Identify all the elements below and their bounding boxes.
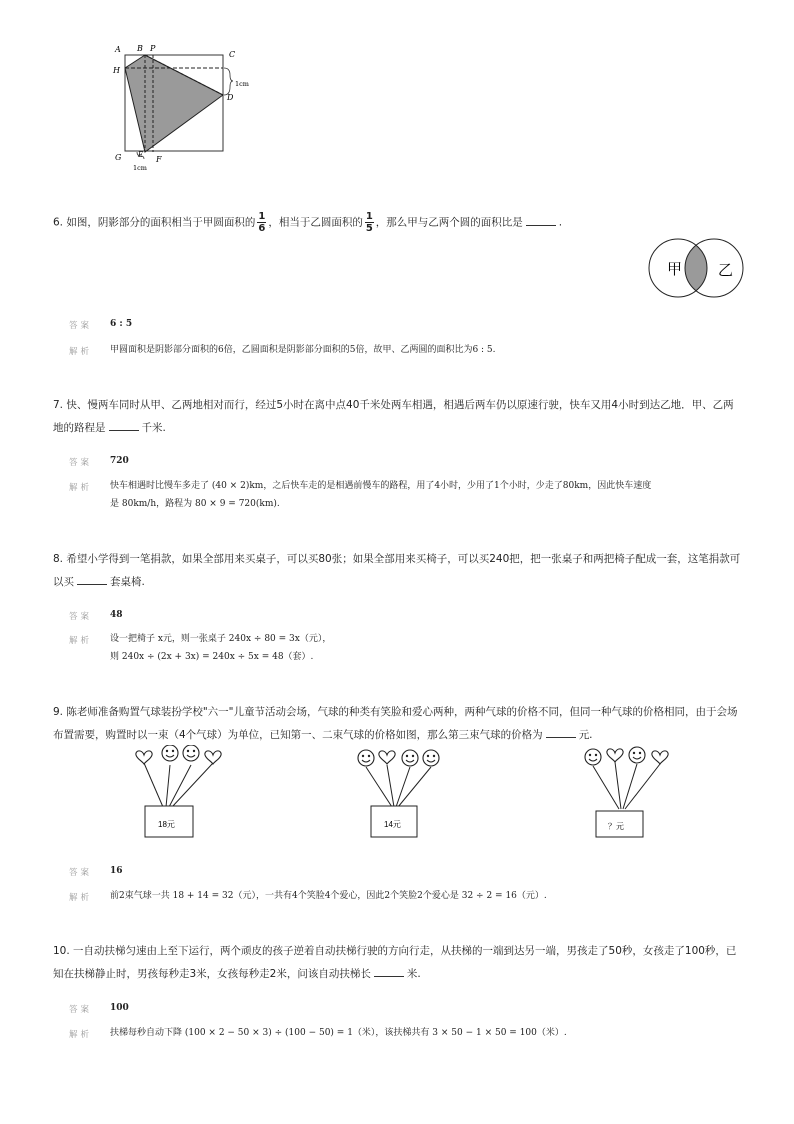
q6-fraction-2 bbox=[365, 211, 374, 234]
q7-explain-line1: 快车相遇时比慢车多走了 (40 × 2)km，之后快车走的是相遇前慢车的路程，用了4小时，少用了1个小时，少走了80km，因此快车速度 bbox=[110, 481, 652, 491]
q8-answer-blank bbox=[77, 573, 107, 585]
smiley-balloon-icon bbox=[162, 745, 178, 761]
bundle-3-price: ？元 bbox=[608, 822, 624, 831]
square-geometry-figure bbox=[108, 40, 258, 180]
question-6 bbox=[53, 211, 743, 235]
venn-circles-figure bbox=[648, 236, 744, 300]
q10-answer-tag: 答案 bbox=[69, 1005, 93, 1015]
q7-explain-tag: 解析 bbox=[69, 483, 93, 493]
balloon-bundle-1 bbox=[136, 745, 221, 837]
label-B: B bbox=[137, 44, 143, 53]
label-P: P bbox=[150, 44, 156, 53]
smiley-balloon-icon bbox=[585, 749, 601, 765]
question-8 bbox=[53, 548, 743, 594]
q9-line2 bbox=[53, 724, 743, 747]
q10-answer: 100 bbox=[110, 1003, 129, 1013]
heart-balloon-icon bbox=[136, 751, 152, 764]
label-G: G bbox=[115, 153, 122, 162]
q8-line2 bbox=[53, 571, 743, 594]
q8-answer-tag: 答案 bbox=[69, 612, 93, 622]
bundle-2-price: 14元 bbox=[384, 820, 401, 829]
label-A: A bbox=[115, 45, 121, 54]
q6-text-b: ，相当于乙圆面积的 bbox=[268, 216, 363, 229]
q10-line1: 10. 一自动扶梯匀速由上至下运行，两个顽皮的孩子逆着自动扶梯行驶的方向行走，从扶梯的一端到达另一端，男孩走了50秒，女孩走了100秒，已 bbox=[53, 945, 737, 957]
heart-balloon-icon bbox=[205, 751, 221, 764]
q7-answer: 720 bbox=[110, 456, 129, 466]
label-dim-right: 1cm bbox=[235, 80, 249, 88]
balloon-bundles-figure bbox=[125, 745, 685, 845]
heart-balloon-icon bbox=[652, 751, 668, 764]
label-dim-bottom: 1cm bbox=[133, 164, 147, 172]
heart-balloon-icon bbox=[607, 749, 623, 762]
q7-line2-a: 地的路程是 bbox=[53, 422, 106, 434]
q8-line1: 8. 希望小学得到一笔捐款，如果全部用来买桌子，可以买80张；如果全部用来买椅子，可以买240把，把一张桌子和两把椅子配成一套，这笔捐款可 bbox=[53, 553, 741, 565]
q8-line2-b: 套桌椅. bbox=[110, 576, 145, 588]
balloon-bundle-2 bbox=[358, 750, 439, 837]
label-E: E bbox=[138, 151, 144, 159]
q7-explanation bbox=[110, 477, 750, 513]
q8-explain-line2: 则 240x ÷ (2x + 3x) = 240x ÷ 5x = 48（套）. bbox=[110, 652, 314, 662]
q7-line2 bbox=[53, 417, 743, 440]
q10-line2 bbox=[53, 963, 743, 986]
label-D: D bbox=[227, 93, 234, 102]
q6-frac2-den: 5 bbox=[365, 223, 373, 234]
label-C: C bbox=[229, 50, 236, 59]
q6-text-a: 6. 如图，阴影部分的面积相当于甲圆面积的 bbox=[53, 216, 256, 229]
smiley-balloon-icon bbox=[358, 750, 374, 766]
q7-explain-line2: 是 80km/h，路程为 80 × 9 = 720(km). bbox=[110, 499, 280, 509]
q6-answer-tag: 答案 bbox=[69, 321, 93, 331]
balloon-bundle-3 bbox=[585, 747, 668, 837]
smiley-balloon-icon bbox=[423, 750, 439, 766]
q9-explanation: 前2束气球一共 18 + 14 = 32（元），一共有4个笑脸4个爱心，因此2个笑脸2个爱心是 32 ÷ 2 = 16（元）. bbox=[110, 891, 547, 901]
q8-explanation bbox=[110, 630, 750, 666]
q6-answer: 6 : 5 bbox=[110, 319, 133, 329]
q9-answer: 16 bbox=[110, 866, 123, 876]
smiley-balloon-icon bbox=[183, 745, 199, 761]
q8-answer: 48 bbox=[110, 610, 123, 620]
q6-text-c: ，那么甲与乙两个圆的面积比是 bbox=[375, 216, 523, 229]
question-7 bbox=[53, 394, 743, 440]
bundle-1-price: 18元 bbox=[158, 820, 175, 829]
q10-line2-b: 米. bbox=[406, 968, 421, 980]
q6-frac1-den: 6 bbox=[258, 223, 266, 234]
q7-answer-blank bbox=[109, 419, 139, 431]
q7-answer-tag: 答案 bbox=[69, 458, 93, 468]
q7-line2-b: 千米. bbox=[141, 422, 166, 434]
q6-frac2-num: 1 bbox=[365, 211, 373, 222]
question-9 bbox=[53, 701, 743, 747]
q8-explain-line1: 设一把椅子 x元，则一张桌子 240x ÷ 80 = 3x（元）， bbox=[110, 634, 332, 644]
q6-text-d: . bbox=[558, 216, 563, 229]
q10-explain-tag: 解析 bbox=[69, 1030, 93, 1040]
label-H: H bbox=[113, 66, 120, 75]
q6-explain-tag: 解析 bbox=[69, 347, 93, 357]
q9-explain-tag: 解析 bbox=[69, 893, 93, 903]
q9-line2-a: 布置需要，购置时以一束（4个气球）为单位，已知第一、二束气球的价格如图，那么第三束气球的价格为 bbox=[53, 729, 543, 741]
q8-explain-tag: 解析 bbox=[69, 636, 93, 646]
q7-line1: 7. 快、慢两车同时从甲、乙两地相对而行，经过5小时在离中点40千米处两车相遇，相遇后两车仍以原速行驶，快车又用4小时到达乙地．甲、乙两 bbox=[53, 399, 734, 411]
smiley-balloon-icon bbox=[402, 750, 418, 766]
q9-line2-b: 元. bbox=[578, 729, 593, 741]
q6-explanation: 甲圆面积是阴影部分面积的6倍，乙圆面积是阴影部分面积的5倍，故甲、乙两圆的面积比为6 : 5. bbox=[110, 345, 496, 355]
q9-answer-tag: 答案 bbox=[69, 868, 93, 878]
question-10 bbox=[53, 940, 743, 986]
q9-line1: 9. 陈老师准备购置气球装扮学校"六一"儿童节活动会场，气球的种类有笑脸和爱心两种，两种气球的价格不同，但同一种气球的价格相同，由于会场 bbox=[53, 706, 738, 718]
heart-balloon-icon bbox=[379, 751, 395, 764]
label-F: F bbox=[156, 155, 162, 164]
q6-answer-blank bbox=[526, 214, 556, 226]
q9-answer-blank bbox=[546, 726, 576, 738]
q10-line2-a: 知在扶梯静止时，男孩每秒走3米，女孩每秒走2米，问该自动扶梯长 bbox=[53, 968, 371, 980]
circle-jia-label: 甲 bbox=[667, 260, 683, 278]
circle-yi-label: 乙 bbox=[718, 261, 734, 279]
q6-fraction-1 bbox=[257, 211, 266, 234]
q10-answer-blank bbox=[374, 965, 404, 977]
q10-explanation: 扶梯每秒自动下降 (100 × 2 − 50 × 3) ÷ (100 − 50) = 1（米），该扶梯共有 3 × 50 − 1 × 50 = 100（米）. bbox=[110, 1028, 567, 1038]
q6-frac1-num: 1 bbox=[258, 211, 266, 222]
smiley-balloon-icon bbox=[629, 747, 645, 763]
q8-line2-a: 以买 bbox=[53, 576, 74, 588]
